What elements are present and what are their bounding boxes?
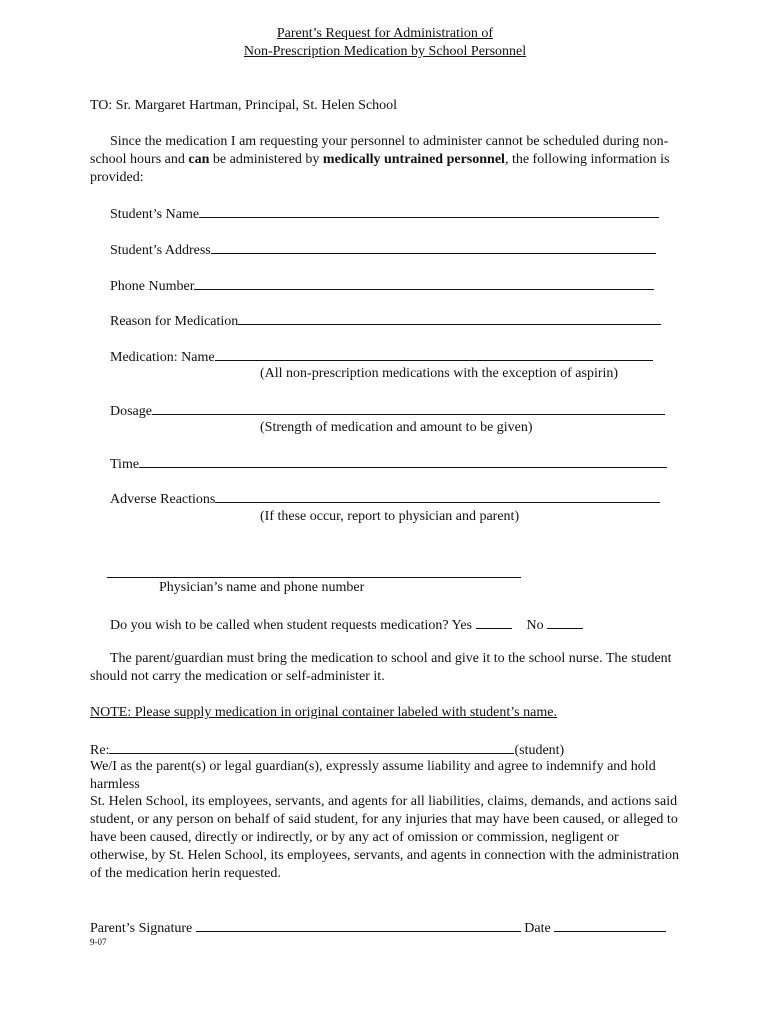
date-label: Date [524, 921, 551, 936]
student-address-field[interactable] [110, 240, 656, 260]
adverse-field[interactable] [110, 489, 660, 509]
dosage-field[interactable] [110, 401, 665, 421]
dosage-label: Dosage [110, 404, 152, 419]
signature-line[interactable] [196, 918, 521, 932]
phone-number-label: Phone Number [110, 279, 195, 294]
time-line[interactable] [139, 454, 667, 468]
re-field[interactable] [90, 740, 564, 760]
intro-paragraph: Since the medication I am requesting your personnel to administer cannot be scheduled during non-school hours and can be administered by medically untrained personnel, the following information is provided: [90, 134, 670, 185]
adverse-line[interactable] [215, 489, 660, 503]
student-address-line[interactable] [211, 240, 656, 254]
call-question: Do you wish to be called when student requests medication? Yes [110, 618, 472, 633]
call-question-row [110, 615, 583, 635]
medication-note: (All non-prescription medications with the exception of aspirin) [260, 366, 619, 381]
to-line: TO: Sr. Margaret Hartman, Principal, St. Helen School [90, 98, 398, 113]
signature-row [90, 918, 666, 938]
student-name-line[interactable] [199, 204, 659, 218]
medication-name-field[interactable] [110, 347, 653, 367]
re-student-line[interactable] [109, 740, 514, 754]
form-code: 9-07 [90, 937, 107, 947]
time-label: Time [110, 457, 140, 472]
student-name-field[interactable] [110, 204, 659, 224]
call-yes-blank[interactable] [476, 615, 512, 629]
call-no-blank[interactable] [547, 615, 583, 629]
time-field[interactable] [110, 454, 667, 474]
reason-label: Reason for Medication [110, 314, 239, 329]
title-line-1: Parent’s Request for Administration of [276, 26, 494, 41]
date-line[interactable] [554, 918, 666, 932]
physician-label: Physician’s name and phone number [159, 580, 365, 595]
dosage-line[interactable] [152, 401, 665, 415]
re-suffix: (student) [514, 743, 565, 758]
student-name-label: Student’s Name [110, 207, 200, 222]
note-line: NOTE: Please supply medication in original container labeled with student’s name. [90, 705, 557, 720]
phone-number-line[interactable] [194, 276, 654, 290]
parent-bring-paragraph: The parent/guardian must bring the medication to school and give it to the school nurse. The student should not carry the medication or self-administer it. [90, 651, 672, 684]
physician-line[interactable] [107, 577, 521, 578]
reason-field[interactable] [110, 311, 661, 331]
medication-name-line[interactable] [215, 347, 653, 361]
adverse-note: (If these occur, report to physician and parent) [260, 509, 520, 524]
reason-line[interactable] [238, 311, 661, 325]
re-label: Re: [90, 743, 110, 758]
liability-paragraph-2: St. Helen School, its employees, servants, and agents for all liabilities, claims, demands, and actions said student, or any person on behalf of said student, for any injuries that may have been caused, or alleged to have been caused, directly or indirectly, or by any act of omission or commission, negligent or otherwise, by St. Helen School, its employees, servants, and agents in connection with the administration of the medication herin requested. [90, 794, 680, 881]
dosage-note: (Strength of medication and amount to be given) [260, 420, 533, 435]
liability-paragraph-1: We/I as the parent(s) or legal guardian(s), expressly assume liability and agree to indemnify and hold harmless [90, 759, 656, 792]
title-line-2: Non-Prescription Medication by School Personnel [243, 44, 527, 59]
adverse-label: Adverse Reactions [110, 492, 216, 507]
phone-number-field[interactable] [110, 276, 654, 296]
call-no-label: No [526, 618, 544, 633]
medication-name-label: Medication: Name [110, 350, 215, 365]
student-address-label: Student’s Address [110, 243, 211, 258]
signature-label: Parent’s Signature [90, 921, 193, 936]
